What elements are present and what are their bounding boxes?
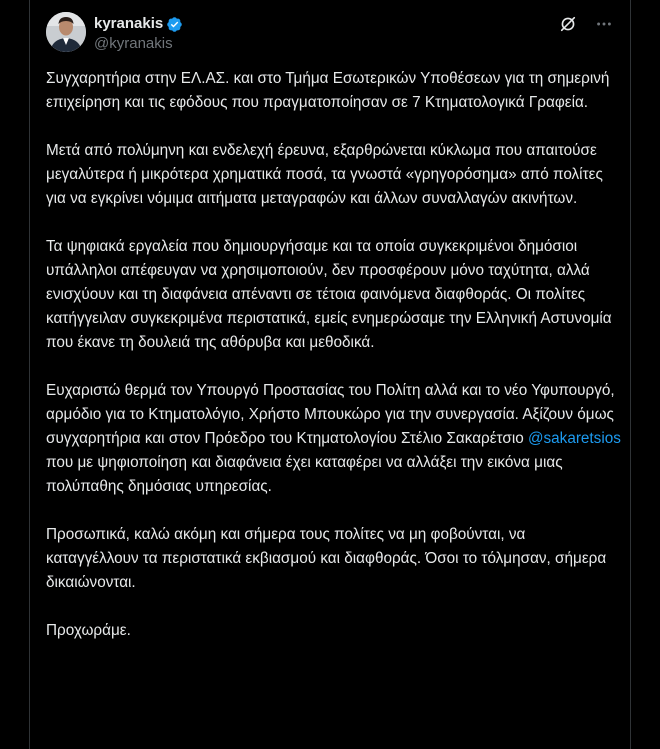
paragraph-4-text-after: που με ψηφιοποίηση και διαφάνεια έχει καταφέρει να αλλάξει την εικόνα μιας πολύπαθης δημόσιας υπηρεσίας. (46, 454, 563, 495)
tweet-paragraph-3: Τα ψηφιακά εργαλεία που δημιουργήσαμε και τα οποία συγκεκριμένοι δημόσιοι υπάλληλοι απέφευγαν να χρησιμοποιούν, δεν προσφέρουν μόνο ταχύτητα, αλλά ενισχύουν και τη διαφάνεια απέναντι σε τέτοια φαινόμενα διαφθοράς. Οι πολίτες κατήγγειλαν συγκεκριμένα περιστατικά, εμείς ενημερώσαμε την Ελληνική Αστυνομία που έκανε τη δουλειά της αθόρυβα και μεθοδικά. (46, 238, 612, 351)
tweet-paragraph-2: Μετά από πολύμηνη και ενδελεχή έρευνα, εξαρθρώνεται κύκλωμα που απαιτούσε μεγαλύτερα ή μικρότερα χρηματικά ποσά, τα γνωστά «γρηγορόσημα» από πολίτες για να εγκρίνει νόμιμα αιτήματα μεταγραφών και άλλων συναλλαγών ακινήτων. (46, 142, 603, 207)
more-icon[interactable] (594, 14, 614, 34)
tweet-paragraph-1: Συγχαρητήρια στην ΕΛ.ΑΣ. και στο Τμήμα Εσωτερικών Υποθέσεων για τη σημερινή επιχείρηση και τις εφόδους που πραγματοποίησαν σε 7 Κτηματολογικά Γραφεία. (46, 70, 610, 111)
tweet-header (46, 12, 614, 56)
handle[interactable]: @kyranakis (94, 35, 173, 52)
tweet-paragraph-6: Προχωράμε. (46, 622, 131, 639)
author-names (94, 14, 183, 54)
paragraph-4-text-before: Ευχαριστώ θερμά τον Υπουργό Προστασίας του Πολίτη αλλά και το νέο Υφυπουργό, αρμόδιο για το Κτηματολόγιο, Χρήστο Μπουκώρο για την συνεργασία. Αξίζουν όμως συγχαρητήρια και στον Πρόεδρο του Κτηματολογίου Στέλιο Σακαρέτσιο (46, 382, 615, 447)
tweet-text (46, 67, 621, 667)
grok-icon[interactable] (558, 14, 578, 34)
tweet-card (29, 0, 631, 749)
verified-badge-icon (166, 16, 183, 33)
header-actions (558, 14, 614, 34)
display-name[interactable]: kyranakis (94, 15, 164, 32)
tweet-paragraph-4 (46, 379, 621, 499)
mention-link[interactable]: @sakaretsios (527, 430, 621, 447)
tweet-paragraph-5: Προσωπικά, καλώ ακόμη και σήμερα τους πολίτες να μη φοβούνται, να καταγγέλλουν τα περιστατικά εκβιασμού και διαφθοράς. Όσοι το τόλμησαν, σήμερα δικαιώνονται. (46, 526, 607, 591)
avatar[interactable] (46, 12, 86, 52)
